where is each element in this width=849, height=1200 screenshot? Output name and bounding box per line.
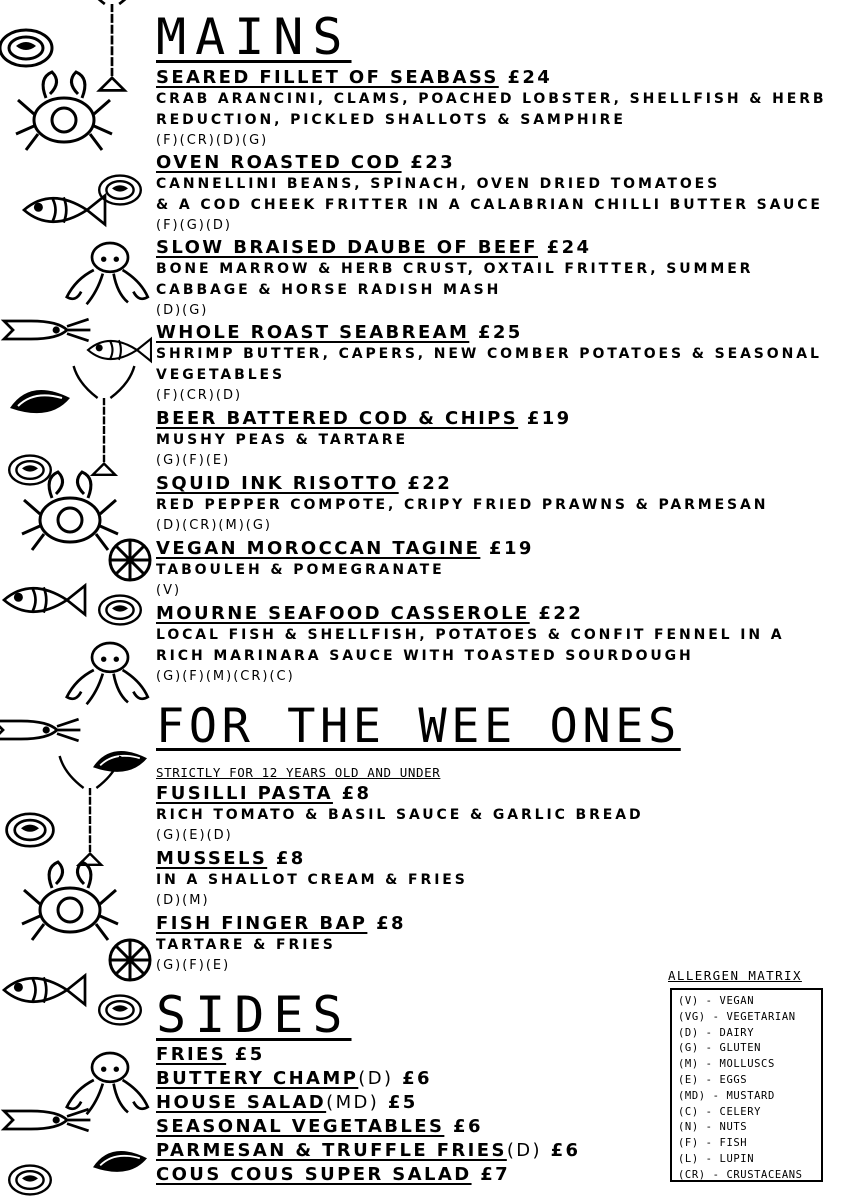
allergen-matrix <box>670 988 823 1182</box>
menu-item <box>156 538 836 600</box>
allergen-matrix-entry: (VG) - VEGETARIAN <box>678 1010 796 1023</box>
side-item-name: FRIES <box>156 1044 227 1065</box>
lobster-icon <box>78 0 146 90</box>
menu-item <box>156 783 836 845</box>
side-item-name: HOUSE SALAD <box>156 1092 327 1113</box>
menu-item-description: MUSHY PEAS & TARTARE <box>156 432 408 448</box>
sea-urchin-icon <box>110 540 150 580</box>
menu-item-allergens: (D)(G) <box>156 303 209 318</box>
menu-item-name: WHOLE ROAST SEABREAM <box>156 322 470 343</box>
menu-item-description: IN A SHALLOT CREAM & FRIES <box>156 872 468 888</box>
allergen-matrix-entry: (V) - VEGAN <box>678 995 755 1007</box>
menu-item-price: £22 <box>538 603 584 624</box>
menu-item-price: £8 <box>341 783 372 804</box>
menu-item <box>156 408 836 470</box>
menu-item-allergens: (D)(CR)(M)(G) <box>156 518 272 533</box>
menu-item <box>156 603 836 686</box>
side-item <box>156 1164 510 1186</box>
menu-item-heading <box>156 67 836 89</box>
menu-item-heading <box>156 783 836 805</box>
sides-heading: SIDES <box>156 986 352 1044</box>
mussel-icon <box>93 751 147 772</box>
fish-icon <box>4 586 85 615</box>
menu-item-allergens: (F)(G)(D) <box>156 218 232 233</box>
menu-item-name: MOURNE SEAFOOD CASSEROLE <box>156 603 530 624</box>
menu-item-allergens: (G)(F)(E) <box>156 453 231 468</box>
menu-item-name: MUSSELS <box>156 848 268 869</box>
side-item-price: £6 <box>453 1116 483 1137</box>
allergen-matrix-entry: (E) - EGGS <box>678 1073 748 1086</box>
mains-heading: MAINS <box>156 8 352 66</box>
menu-item-name: SLOW BRAISED DAUBE OF BEEF <box>156 237 538 258</box>
allergen-matrix-entry: (C) - CELERY <box>678 1105 762 1118</box>
side-item <box>156 1140 580 1162</box>
fish-icon <box>88 339 151 361</box>
oyster-icon <box>99 596 141 625</box>
menu-item-name: BEER BATTERED COD & CHIPS <box>156 408 519 429</box>
menu-item-description: TARTARE & FRIES <box>156 937 336 953</box>
side-item <box>156 1116 483 1138</box>
menu-item-description: LOCAL FISH & SHELLFISH, POTATOES & CONFIT FENNEL IN A RICH MARINARA SAUCE WITH TOASTED SOURDOUGH <box>156 627 785 664</box>
mussel-icon <box>10 390 70 413</box>
menu-item-allergens: (G)(F)(E) <box>156 958 231 973</box>
menu-item-heading <box>156 538 836 560</box>
menu-item-description: CANNELLINI BEANS, SPINACH, OVEN DRIED TOMATOES & A COD CHEEK FRITTER IN A CALABRIAN CHILLI BUTTER SAUCE <box>156 176 823 213</box>
allergen-matrix-entry: (N) - NUTS <box>678 1121 748 1134</box>
menu-item-heading <box>156 322 836 344</box>
menu-item-name: OVEN ROASTED COD <box>156 152 402 173</box>
menu-item-price: £19 <box>489 538 534 559</box>
menu-item-description: RED PEPPER COMPOTE, CRIPY FRIED PRAWNS & PARMESAN <box>156 497 769 513</box>
side-item <box>156 1092 418 1114</box>
allergen-matrix-entry: (L) - LUPIN <box>678 1152 755 1165</box>
menu-item-name: FISH FINGER BAP <box>156 913 368 934</box>
octopus-icon <box>67 243 148 304</box>
menu-item <box>156 322 836 405</box>
menu-item-heading <box>156 603 836 625</box>
seafood-illustration-border <box>0 0 152 1200</box>
squid-icon <box>0 719 80 741</box>
allergen-matrix-entry: (F) - FISH <box>678 1137 748 1150</box>
fish-icon <box>24 196 105 225</box>
side-item-name: BUTTERY CHAMP <box>156 1068 359 1089</box>
crab-icon <box>16 72 112 150</box>
side-item-price: £5 <box>387 1092 418 1113</box>
kids-heading: FOR THE WEE ONES <box>156 699 681 754</box>
allergen-matrix-entry: (M) - MOLLUSCS <box>678 1058 775 1071</box>
mussel-icon <box>93 1151 147 1172</box>
menu-item-price: £25 <box>477 322 523 343</box>
menu-item-allergens: (F)(CR)(D)(G) <box>156 133 269 148</box>
menu-item-heading <box>156 408 836 430</box>
side-item-price: £5 <box>234 1044 265 1065</box>
menu-item-heading <box>156 473 836 495</box>
menu-item <box>156 152 836 235</box>
side-item <box>156 1068 432 1090</box>
menu-item-allergens: (F)(CR)(D) <box>156 388 243 403</box>
oyster-icon <box>7 814 54 846</box>
menu-item-description: SHRIMP BUTTER, CAPERS, NEW COMBER POTATOES & SEASONAL VEGETABLES <box>156 346 822 383</box>
side-item-name: PARMESAN & TRUFFLE FRIES <box>156 1140 507 1161</box>
octopus-icon <box>67 643 148 704</box>
side-item-price: £6 <box>550 1140 581 1161</box>
oyster-icon <box>9 456 51 485</box>
side-item-allergens: (D) <box>358 1068 394 1089</box>
menu-item-price: £22 <box>407 473 453 494</box>
side-item-price: £7 <box>480 1164 511 1185</box>
allergen-matrix-entry: (D) - DAIRY <box>678 1026 755 1039</box>
menu-item-name: VEGAN MOROCCAN TAGINE <box>156 538 481 559</box>
side-item-allergens: (MD) <box>326 1092 380 1113</box>
menu-item-name: SEARED FILLET OF SEABASS <box>156 67 499 88</box>
menu-item-heading <box>156 237 836 259</box>
allergen-matrix-entry: (G) - GLUTEN <box>678 1042 762 1055</box>
menu-item-price: £8 <box>275 848 306 869</box>
side-item-name: COUS COUS SUPER SALAD <box>156 1164 472 1185</box>
menu-item-price: £19 <box>526 408 572 429</box>
menu-item-allergens: (G)(E)(D) <box>156 828 233 843</box>
kids-age-note: STRICTLY FOR 12 YEARS OLD AND UNDER <box>156 765 441 780</box>
allergen-matrix-title: ALLERGEN MATRIX <box>668 968 802 983</box>
menu-item-allergens: (V) <box>156 583 182 598</box>
menu-item-description: RICH TOMATO & BASIL SAUCE & GARLIC BREAD <box>156 807 644 823</box>
menu-item-description: TABOULEH & POMEGRANATE <box>156 562 445 578</box>
squid-icon <box>4 319 90 341</box>
side-item-allergens: (D) <box>506 1140 542 1161</box>
side-item-name: SEASONAL VEGETABLES <box>156 1116 445 1137</box>
octopus-icon <box>67 1053 148 1114</box>
menu-item-name: FUSILLI PASTA <box>156 783 333 804</box>
menu-item-price: £24 <box>507 67 553 88</box>
oyster-icon <box>0 30 52 66</box>
seafood-pattern <box>0 0 152 1200</box>
menu-item-allergens: (D)(M) <box>156 893 210 908</box>
menu-item <box>156 67 836 150</box>
allergen-matrix-entry: (CR) - CRUSTACEANS <box>678 1168 803 1181</box>
lobster-icon <box>74 366 135 475</box>
menu-item <box>156 473 836 535</box>
side-item-price: £6 <box>402 1068 432 1089</box>
menu-item-description: BONE MARROW & HERB CRUST, OXTAIL FRITTER, SUMMER CABBAGE & HORSE RADISH MASH <box>156 261 754 298</box>
oyster-icon <box>99 176 141 205</box>
menu-item-heading <box>156 152 836 174</box>
squid-icon <box>4 1109 90 1131</box>
sea-urchin-icon <box>110 940 150 980</box>
menu-item-allergens: (G)(F)(M)(CR)(C) <box>156 669 295 684</box>
oyster-icon <box>99 996 141 1025</box>
menu-item <box>156 237 836 320</box>
menu-item-name: SQUID INK RISOTTO <box>156 473 399 494</box>
oyster-icon <box>9 1166 51 1195</box>
menu-item-heading <box>156 913 836 935</box>
allergen-matrix-entry: (MD) - MUSTARD <box>678 1089 775 1102</box>
menu-item <box>156 913 836 975</box>
menu-item-price: £23 <box>410 152 456 173</box>
crab-icon <box>22 862 118 940</box>
lobster-icon <box>60 756 121 865</box>
menu-item-heading <box>156 848 836 870</box>
menu-item-description: CRAB ARANCINI, CLAMS, POACHED LOBSTER, SHELLFISH & HERB REDUCTION, PICKLED SHALLOTS & SAMPHIRE <box>156 91 827 128</box>
menu-item-price: £8 <box>376 913 406 934</box>
fish-icon <box>4 976 85 1005</box>
side-item <box>156 1044 265 1066</box>
menu-item <box>156 848 836 910</box>
menu-item-price: £24 <box>546 237 592 258</box>
